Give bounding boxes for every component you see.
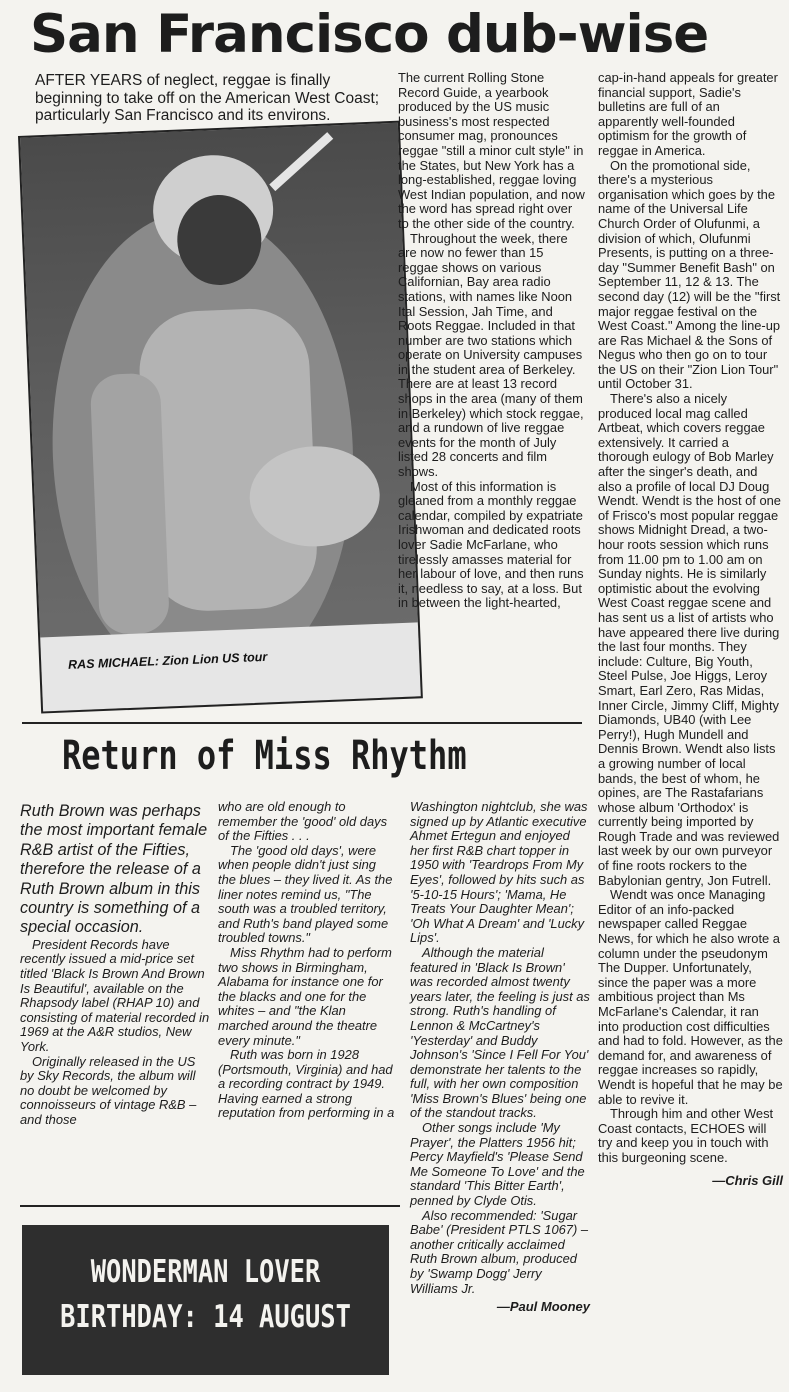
paragraph: Throughout the week, there are now no fewer than 15 reggae shows on various Californian, Bay area radio stations, with names like Noon Ital Session, Jah Time, and Roots Reggae. Included in that number are two stations which operate on University campuses in the student area of Berkeley. There are at least 13 record shops in the area (many of them in Berkeley) which stock reggae, and a rundown of live reggae events for the month of July listed 28 concerts and film shows. — [398, 230, 584, 480]
sf-column-3 — [598, 71, 783, 1188]
ruth-column-1 — [20, 802, 210, 1128]
paragraph: The 'good old days', were when people didn't just sing the blues – they lived it. As the liner notes remind us, "The south was a troubled territory, and Ruth's band played some troubled towns." — [218, 842, 393, 946]
paragraph: cap-in-hand appeals for greater financial support, Sadie's bulletins are full of an apparently well-founded optimism for the growth of reggae in America. — [598, 70, 778, 158]
ruth-column-3 — [410, 800, 590, 1315]
ruth-column-2 — [218, 800, 396, 1121]
paragraph: There's also a nicely produced local mag called Artbeat, which covers reggae extensively. It carried a thorough eulogy of Bob Marley after the singer's death, and also a profile of local DJ Doug Wendt. Wendt is the host of one of Frisco's most popular reggae shows Midnight Dread, a two-hour roots session which runs from 11.00 pm to 1.00 am on Sunday nights. He is similarly optimistic about the evolving West Coast reggae scene and has sent us a list of artists who have appeared there live during the last four months. They include: Culture, Big Youth, Steel Pulse, Joe Higgs, Leroy Smart, Earl Zero, Ras Midas, Inner Circle, Jimmy Cliff, Mighty Diamonds, UB40 (with Lee Perry!), Hugh Mundell and Dennis Brown. Wendt also lists a growing number of local bands, the best of whom, he opines, are The Rastafarians whose album 'Orthodox' is currently being imported by Rough Trade and was reviewed last week by our own purveyor of fine roots rockers to the Babylonian gentry, Jon Futrell. — [598, 391, 781, 888]
paragraph: Wendt was once Managing Editor of an info-packed newspaper called Reggae News, for which he also wrote a column under the pseudonym The Dupper. Unfortunately, since the paper was a more ambitious project than Ms McFarlane's Calendar, it ran into production cost difficulties and had to fold. However, as the demand for, and awareness of reggae increases so rapidly, Wendt is hopeful that he may be able to revive it. — [598, 887, 783, 1107]
paragraph: Other songs include 'My Prayer', the Platters 1956 hit; Percy Mayfield's 'Please Send Me Someone To Love' and the standard 'This Bitter Earth', penned by Clyde Otis. — [410, 1120, 585, 1209]
byline-chris-gill: —Chris Gill — [712, 1172, 783, 1188]
paragraph: Through him and other West Coast contacts, ECHOES will try and keep you in touch with this burgeoning scene. — [598, 1106, 774, 1165]
paragraph: Washington nightclub, she was signed up by Atlantic executive Ahmet Ertegun and enjoyed her first R&B chart topper in 1950 with 'Teardrops From My Eyes', followed by hits such as '5-10-15 Hours'; 'Mama, He Treats Your Daughter Mean'; 'Oh What A Dream' and 'Lucky Lips'. — [410, 799, 588, 946]
paragraph: who are old enough to remember the 'good' old days of the Fifties . . . — [218, 799, 388, 844]
paragraph: Originally released in the US by Sky Records, the album will no doubt be welcomed by connoisseurs of vintage R&B – and those — [20, 1053, 197, 1127]
byline-paul-mooney: —Paul Mooney — [496, 1299, 590, 1315]
photo-figure-icon — [20, 123, 421, 712]
main-headline: San Francisco dub-wise — [30, 4, 709, 65]
photo-ras-michael — [18, 121, 423, 714]
paragraph: The current Rolling Stone Record Guide, a yearbook produced by the US music business's most respected consumer mag, pronounces reggae "still a minor cult style" in the States, but New York has a long-established, reggae loving West Indian population, and now the word has spread right over to the other side of the country. — [398, 70, 585, 231]
announcement-text — [55, 1250, 356, 1340]
section-headline: Return of Miss Rhythm — [62, 733, 467, 779]
paragraph: Ruth was born in 1928 (Portsmouth, Virginia) and had a recording contract by 1949. Having earned a strong reputation from performing in a — [218, 1047, 395, 1121]
sf-column-2 — [398, 71, 585, 611]
paragraph: Although the material featured in 'Black Is Brown' was recorded almost twenty years later, the feeling is just as strong. Ruth's handling of Lennon & McCartney's 'Yesterday' and Buddy Johnson's 'Since I Fell For You' demonstrate her talents to the full, with her own composition 'Miss Brown's Blues' being one of the standout tracks. — [410, 944, 590, 1121]
paragraph: Also recommended: 'Sugar Babe' (President PTLS 1067) – another critically acclaimed Ruth Brown album, produced by 'Swamp Dogg' Jerry Williams Jr. — [410, 1207, 589, 1296]
announcement-line-1: WONDERMAN LOVER — [90, 1254, 321, 1290]
paragraph: Most of this information is gleaned from a monthly reggae calendar, compiled by expatriate Irishwoman and dedicated roots lover Sadie McFarlane, who tirelessly amasses material for her labour of love, and then runs it, needless to say, at a loss. But in between the light-hearted, — [398, 478, 584, 611]
photo-caption: RAS MICHAEL: Zion Lion US tour — [67, 649, 268, 672]
paragraph: President Records have recently issued a mid-price set titled 'Black Is Brown And Brown Is Beautiful', available on the Rhapsody label (RHAP 10) and consisting of material recorded in 1969 at the A&R studios, New York. — [20, 936, 210, 1054]
paragraph: On the promotional side, there's a mysterious organisation which goes by the name of the Universal Life Church Order of Olufunmi, a division of which, Olufunmi Presents, is putting on a three-day "Summer Benefit Bash" on September 11, 12 & 13. The second day (12) will be the "first major reggae festival on the West Coast." Among the line-up are Ras Michael & the Sons of Negus who then go on to tour the US on their "Zion Lion Tour" until October 31. — [598, 157, 781, 392]
intro-paragraph: Ruth Brown was perhaps the most important female R&B artist of the Fifties, therefore the release of a Ruth Brown album in this country is something of a special occasion. — [20, 802, 208, 937]
paragraph: Miss Rhythm had to perform two shows in Birmingham, Alabama for instance one for the blacks and one for the whites – and "the Klan marched around the theatre every minute." — [218, 944, 392, 1048]
lede-paragraph: AFTER YEARS of neglect, reggae is finally beginning to take off on the American West Coast; particularly San Francisco and its environs. — [35, 72, 380, 124]
announcement-line-2: BIRTHDAY: 14 AUGUST — [60, 1299, 351, 1335]
section-divider — [22, 722, 582, 724]
